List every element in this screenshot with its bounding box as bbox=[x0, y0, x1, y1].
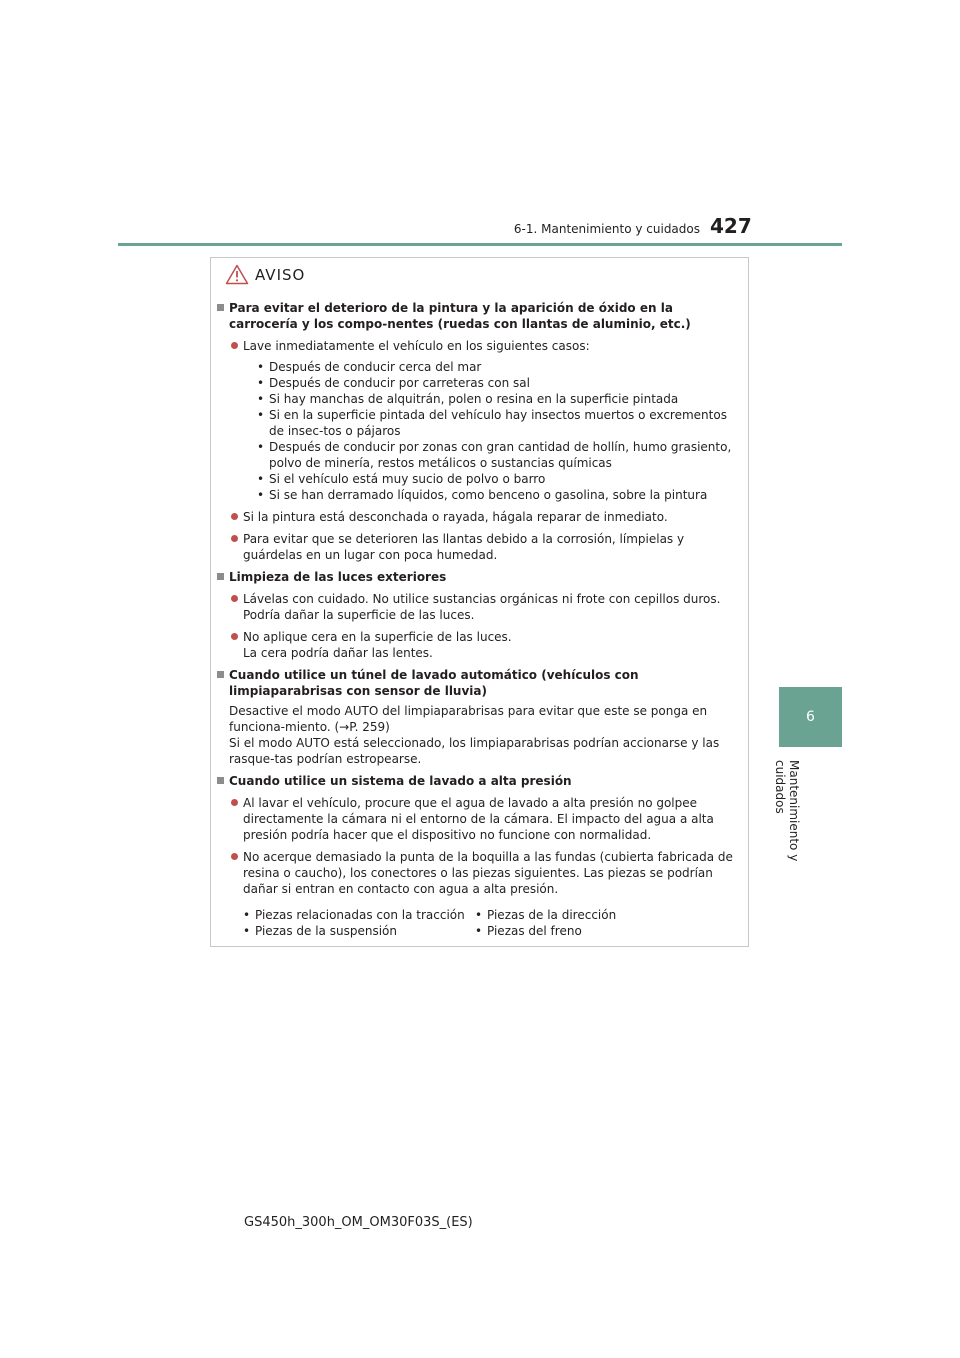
chapter-number: 6 bbox=[806, 709, 815, 725]
item-text: Para evitar que se deterioren las llantas debido a la corrosión, límpielas y guárdelas en un lugar con poca humedad. bbox=[243, 532, 685, 562]
list-item bbox=[217, 338, 745, 354]
warning-triangle-icon bbox=[225, 264, 249, 285]
paragraph: Desactive el modo AUTO del limpiaparabrisas para evitar que este se ponga en funciona-miento. (→P. 259) bbox=[229, 704, 708, 734]
section-paint-rust bbox=[217, 300, 745, 563]
parts-item: • Piezas de la dirección bbox=[475, 907, 707, 923]
warning-title: AVISO bbox=[255, 265, 306, 284]
item-text: No aplique cera en la superficie de las luces. bbox=[243, 630, 512, 644]
bullet-item: • Después de conducir cerca del mar bbox=[257, 359, 745, 375]
warning-content bbox=[217, 300, 745, 939]
list-item bbox=[217, 591, 745, 623]
wash-cases-list bbox=[217, 359, 745, 503]
parts-column-right bbox=[475, 907, 707, 939]
section-exterior-lights bbox=[217, 569, 745, 661]
item-text: Lávelas con cuidado. No utilice sustancias orgánicas ni frote con cepillos duros. bbox=[243, 592, 721, 606]
item-text: Al lavar el vehículo, procure que el agua de lavado a alta presión no golpee directamente la cámara ni el entorno de la cámara. El impacto del agua a alta presión podría hacer que el dispositivo no funcione con normalidad. bbox=[243, 796, 714, 842]
item-text: Si la pintura está desconchada o rayada, hágala reparar de inmediato. bbox=[243, 510, 668, 524]
parts-item: • Piezas relacionadas con la tracción bbox=[243, 907, 475, 923]
list-item bbox=[217, 849, 745, 897]
section-heading: Para evitar el deterioro de la pintura y la aparición de óxido en la carrocería y los compo-nentes (ruedas con llantas de aluminio, etc.) bbox=[217, 300, 745, 332]
list-item bbox=[217, 509, 745, 525]
page-number: 427 bbox=[710, 214, 752, 238]
parts-column-left bbox=[243, 907, 475, 939]
bullet-item: • Si se han derramado líquidos, como benceno o gasolina, sobre la pintura bbox=[257, 487, 745, 503]
bullet-item: • Después de conducir por zonas con gran cantidad de hollín, humo grasiento, polvo de minería, restos metálicos o sustancias químicas bbox=[257, 439, 745, 471]
section-high-pressure-wash bbox=[217, 773, 745, 939]
section-heading: Cuando utilice un túnel de lavado automático (vehículos con limpiaparabrisas con sensor de lluvia) bbox=[217, 667, 745, 699]
item-text-secondary: La cera podría dañar las lentes. bbox=[243, 646, 433, 660]
item-text: Lave inmediatamente el vehículo en los siguientes casos: bbox=[243, 339, 590, 353]
bullet-item: • Si el vehículo está muy sucio de polvo o barro bbox=[257, 471, 745, 487]
section-car-wash bbox=[217, 667, 745, 767]
document-code: GS450h_300h_OM_OM30F03S_(ES) bbox=[244, 1215, 473, 1230]
bullet-item: • Si en la superficie pintada del vehículo hay insectos muertos o excrementos de insec-tos o pájaros bbox=[257, 407, 745, 439]
parts-item: • Piezas de la suspensión bbox=[243, 923, 475, 939]
parts-list bbox=[217, 907, 745, 939]
warning-box bbox=[210, 257, 749, 947]
bullet-item: • Si hay manchas de alquitrán, polen o resina en la superficie pintada bbox=[257, 391, 745, 407]
item-text: No acerque demasiado la punta de la boquilla a las fundas (cubierta fabricada de resina o caucho), los conectores o las piezas siguientes. Las piezas se podrían dañar si entran en contacto con agua a alta presión. bbox=[243, 850, 733, 896]
chapter-side-label: Mantenimiento y cuidados bbox=[773, 760, 801, 862]
section-heading: Cuando utilice un sistema de lavado a alta presión bbox=[217, 773, 745, 789]
section-header-title: 6-1. Mantenimiento y cuidados bbox=[513, 222, 700, 236]
warning-header bbox=[225, 264, 305, 285]
parts-item: • Piezas del freno bbox=[475, 923, 707, 939]
list-item bbox=[217, 795, 745, 843]
bullet-item: • Después de conducir por carreteras con sal bbox=[257, 375, 745, 391]
item-text-secondary: Podría dañar la superficie de las luces. bbox=[243, 608, 475, 622]
list-item bbox=[217, 629, 745, 661]
paragraph: Si el modo AUTO está seleccionado, los limpiaparabrisas podrían accionarse y las rasque-tas podrían estropearse. bbox=[229, 736, 720, 766]
header-rule bbox=[118, 243, 842, 246]
list-item bbox=[217, 531, 745, 563]
section-heading: Limpieza de las luces exteriores bbox=[217, 569, 745, 585]
chapter-tab bbox=[779, 687, 842, 747]
